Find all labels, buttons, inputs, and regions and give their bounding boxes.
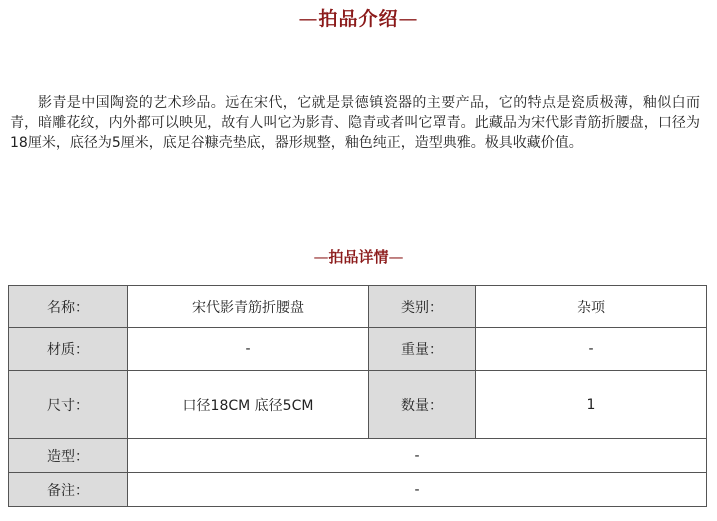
remarks-label: 备注： [9,473,128,507]
details-section-title [0,246,717,267]
name-value: 宋代影青筋折腰盘 [128,286,369,328]
quantity-label: 数量： [369,371,476,439]
table-row [9,439,707,473]
table-row [9,328,707,371]
shape-value: - [128,439,707,473]
weight-label: 重量： [369,328,476,371]
title-dash-left: — [298,8,319,30]
weight-value: - [476,328,707,371]
title-dash-left: — [313,248,329,266]
remarks-value: - [128,473,707,507]
details-table [8,285,707,507]
shape-label: 造型： [9,439,128,473]
material-label: 材质： [9,328,128,371]
category-value: 杂项 [476,286,707,328]
title-dash-right: — [388,248,404,266]
material-value: - [128,328,369,371]
category-label: 类别： [369,286,476,328]
table-row [9,473,707,507]
table-row [9,286,707,328]
details-title-text: 拍品详情 [328,248,389,266]
title-dash-right: — [398,8,419,30]
table-row [9,371,707,439]
quantity-value: 1 [476,371,707,439]
intro-section-title [0,4,717,31]
intro-title-text: 拍品介绍 [318,8,399,30]
intro-paragraph: 影青是中国陶瓷的艺术珍品。远在宋代，它就是景德镇瓷器的主要产品，它的特点是瓷质极薄，釉似白而青，暗雕花纹，内外都可以映见，故有人叫它为影青、隐青或者叫它罩青。此藏品为宋代影青筋折腰盘，口径为18厘米，底径为5厘米，底足谷糠壳垫底，器形规整，釉色纯正，造型典雅。极具收藏价值。 [10,95,700,151]
size-label: 尺寸： [9,371,128,439]
size-value: 口径18CM 底径5CM [128,371,369,439]
name-label: 名称： [9,286,128,328]
